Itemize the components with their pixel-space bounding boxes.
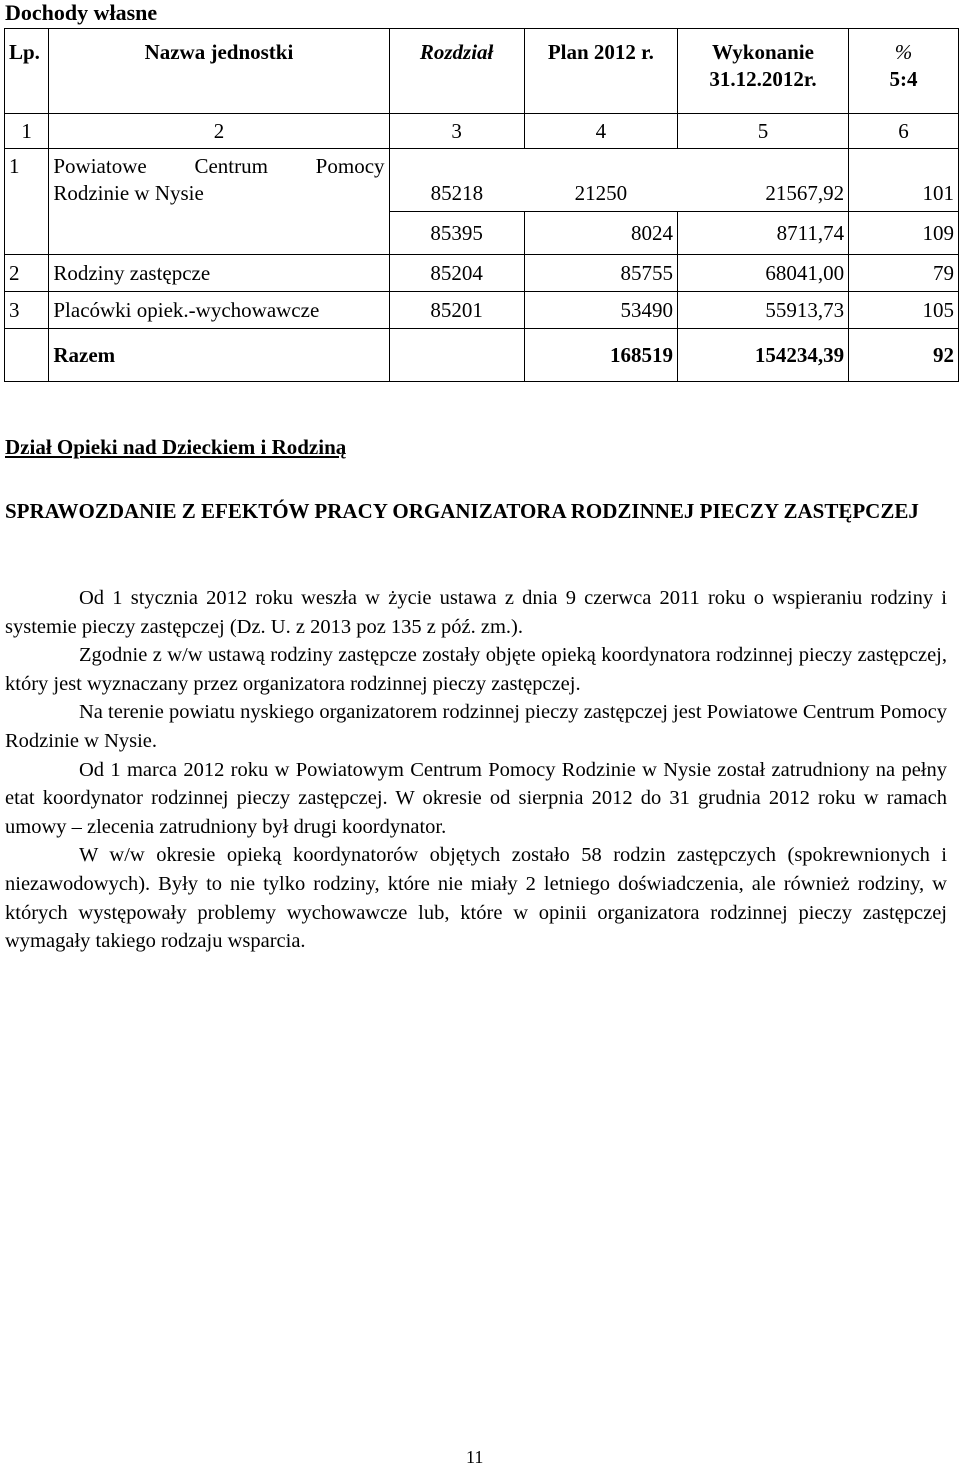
table-row: [5, 212, 959, 255]
row-plan: 8024: [524, 212, 677, 255]
row-wykonanie: 8711,74: [677, 212, 848, 255]
row-wykonanie: 21567,92: [677, 149, 848, 212]
row-name: [49, 149, 389, 212]
table-row: [5, 255, 959, 292]
row-name-line1: Powiatowe Centrum Pomocy: [53, 154, 385, 178]
total-plan: 168519: [524, 329, 677, 382]
row-lp: 2: [5, 255, 49, 292]
total-wykonanie: 154234,39: [677, 329, 848, 382]
row-lp: [5, 212, 49, 255]
total-lp: [5, 329, 49, 382]
table-row: [5, 292, 959, 329]
row-rozdzial: 85218: [389, 149, 524, 212]
page-number: 11: [466, 1447, 484, 1467]
column-number: 5: [677, 114, 848, 149]
column-number: 4: [524, 114, 677, 149]
column-number: 3: [389, 114, 524, 149]
row-name: Placówki opiek.-wychowawcze: [49, 292, 389, 329]
total-label: Razem: [49, 329, 389, 382]
row-rozdzial: 85204: [389, 255, 524, 292]
header-plan: Plan 2012 r.: [524, 29, 677, 114]
row-name: [49, 212, 389, 255]
table-total-row: [5, 329, 959, 382]
header-lp: Lp.: [5, 29, 49, 114]
paragraph: Od 1 stycznia 2012 roku weszła w życie ustawa z dnia 9 czerwca 2011 roku o wspieraniu rodziny i systemie pieczy zastępczej (Dz. U. z 2013 poz 135 z póź. zm.).: [5, 587, 947, 638]
report-title: SPRAWOZDANIE Z EFEKTÓW PRACY ORGANIZATORA RODZINNEJ PIECZY ZASTĘPCZEJ: [5, 499, 919, 523]
header-wykonanie-line2: 31.12.2012r.: [709, 67, 817, 91]
paragraph: W w/w okresie opieką koordynatorów objętych zostało 58 rodzin zastępczych (spokrewnionych i niezawodowych). Były to nie tylko rodziny, które nie miały 2 letniego doświadczenia, ale również rodziny, w których występowały problemy wychowawcze lub, które w opinii organizatora rodzinnej pieczy zastępczej wymagały takiego rodzaju wsparcia.: [5, 844, 947, 953]
header-percent: [849, 29, 959, 114]
table-row: [5, 149, 959, 212]
row-percent: 79: [849, 255, 959, 292]
report-body: [5, 584, 947, 956]
header-percent-line2: 5:4: [889, 67, 918, 91]
row-plan: 85755: [524, 255, 677, 292]
header-wykonanie: [677, 29, 848, 114]
column-number-row: [5, 114, 959, 149]
row-rozdzial: 85395: [389, 212, 524, 255]
header-wykonanie-line1: Wykonanie: [712, 40, 814, 64]
row-rozdzial: 85201: [389, 292, 524, 329]
paragraph: Od 1 marca 2012 roku w Powiatowym Centrum Pomocy Rodzinie w Nysie został zatrudniony na pełny etat koordynator rodzinnej pieczy zastępczej. W okresie od sierpnia 2012 do 31 grudnia 2012 roku w ramach umowy – zlecenia zatrudniony był drugi koordynator.: [5, 758, 947, 838]
row-plan: 53490: [524, 292, 677, 329]
row-lp: 1: [5, 149, 49, 212]
row-percent: 105: [849, 292, 959, 329]
total-rozdzial: [389, 329, 524, 382]
department-title: Dział Opieki nad Dzieckiem i Rodziną: [5, 435, 347, 459]
total-percent: 92: [849, 329, 959, 382]
row-percent: 109: [849, 212, 959, 255]
paragraph: Zgodnie z w/w ustawą rodziny zastępcze zostały objęte opieką koordynatora rodzinnej pieczy zastępczej, który jest wyznaczany przez organizatora rodzinnej pieczy zastępczej.: [5, 644, 947, 695]
table-header-row: [5, 29, 959, 114]
header-rozdzial: Rozdział: [389, 29, 524, 114]
row-name: Rodziny zastępcze: [49, 255, 389, 292]
paragraph: Na terenie powiatu nyskiego organizatorem rodzinnej pieczy zastępczej jest Powiatowe Centrum Pomocy Rodzinie w Nysie.: [5, 701, 947, 752]
column-number: 1: [5, 114, 49, 149]
row-name-line2: Rodzinie w Nysie: [53, 181, 204, 205]
header-name: Nazwa jednostki: [49, 29, 389, 114]
row-percent: 101: [849, 149, 959, 212]
row-plan: 21250: [524, 149, 677, 212]
column-number: 2: [49, 114, 389, 149]
income-table: [4, 28, 959, 382]
row-wykonanie: 55913,73: [677, 292, 848, 329]
row-wykonanie: 68041,00: [677, 255, 848, 292]
row-lp: 3: [5, 292, 49, 329]
column-number: 6: [849, 114, 959, 149]
header-percent-line1: %: [894, 40, 913, 64]
section-title: Dochody własne: [5, 0, 158, 25]
